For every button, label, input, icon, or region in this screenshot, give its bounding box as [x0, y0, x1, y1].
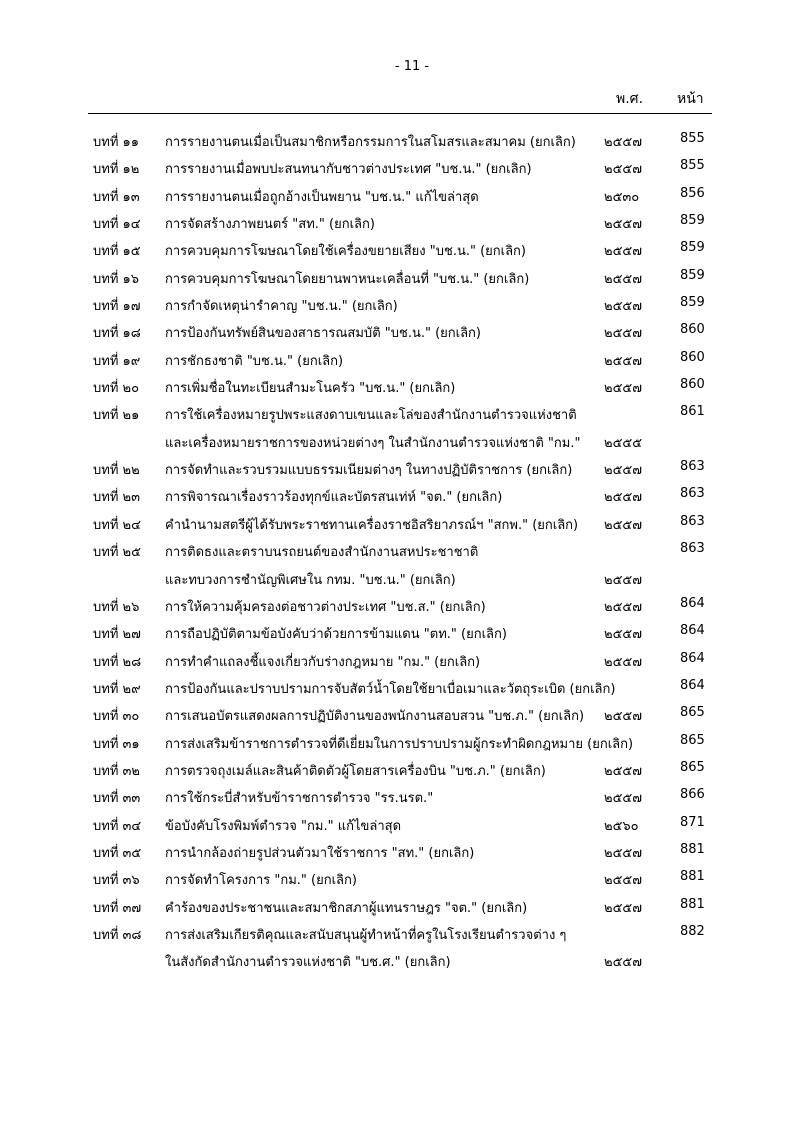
chapter-year: ๒๕๕๗ [604, 490, 643, 506]
chapter-page: 881 [680, 869, 705, 885]
chapter-year: ๒๕๓๐ [604, 189, 640, 205]
chapter-title: การนำกล้องถ่ายรูปส่วนตัวมาใช้ราชการ "สท." (ยกเลิก) [165, 845, 475, 861]
toc-entry [0, 182, 794, 209]
chapter-year: ๒๕๖๐ [604, 818, 639, 834]
chapter-label: บทที่ ๑๓ [93, 189, 140, 205]
toc-entry [0, 783, 794, 810]
toc-entry [0, 318, 794, 345]
toc-entry [0, 510, 794, 537]
chapter-title: ข้อบังคับโรงพิมพ์ตำรวจ "กม." แก้ไขล่าสุด [165, 818, 402, 834]
toc-entry [0, 373, 794, 400]
toc-entry [0, 428, 794, 455]
toc-entry [0, 811, 794, 838]
chapter-label: บทที่ ๒๙ [93, 681, 141, 697]
chapter-page: 865 [680, 705, 705, 721]
toc-entry [0, 127, 794, 154]
chapter-year: ๒๕๕๗ [604, 572, 643, 588]
chapter-page: 861 [680, 404, 705, 420]
chapter-label: บทที่ ๓๔ [93, 818, 142, 834]
chapter-year: ๒๕๕๗ [604, 873, 643, 889]
chapter-title: การป้องกันและปราบปรามการจับสัตว์น้ำโดยใช้ยาเบื่อเมาและวัตถุระเบิด (ยกเลิก) [165, 681, 616, 697]
chapter-page: 864 [680, 650, 705, 666]
chapter-label: บทที่ ๒๔ [93, 517, 141, 533]
chapter-label: บทที่ ๒๘ [93, 654, 142, 670]
toc-entry [0, 482, 794, 509]
chapter-page: 881 [680, 896, 705, 912]
chapter-page: 863 [680, 541, 705, 557]
chapter-label: บทที่ ๑๕ [93, 244, 141, 260]
chapter-label: บทที่ ๒๒ [93, 463, 140, 479]
chapter-page: 863 [680, 459, 705, 475]
year-column-header: พ.ศ. [616, 91, 644, 107]
chapter-year: ๒๕๕๗ [604, 791, 643, 807]
toc-entry [0, 619, 794, 646]
chapter-year: ๒๕๕๗ [604, 463, 643, 479]
chapter-page: 863 [680, 486, 705, 502]
chapter-label: บทที่ ๓๗ [93, 900, 142, 916]
chapter-page: 855 [680, 131, 705, 146]
chapter-page: 871 [680, 814, 705, 830]
page-column-header: หน้า [677, 91, 704, 107]
toc-entry [0, 236, 794, 263]
chapter-title: การควบคุมการโฆษณาโดยยานพาหนะเคลื่อนที่ "บช.น." (ยกเลิก) [165, 271, 530, 287]
chapter-page: 864 [680, 677, 705, 693]
chapter-page: 860 [680, 349, 705, 365]
chapter-title: การส่งเสริมข้าราชการตำรวจที่ดีเยี่ยมในการปราบปรามผู้กระทำผิดกฎหมาย (ยกเลิก) [165, 736, 634, 752]
chapter-label: บทที่ ๒๕ [93, 545, 141, 561]
chapter-label: บทที่ ๓๐ [93, 709, 140, 725]
chapter-title: การใช้กระบี่สำหรับข้าราชการตำรวจ "รร.นรต." [165, 791, 434, 807]
chapter-year: ๒๕๕๗ [604, 763, 643, 779]
chapter-label: บทที่ ๑๔ [93, 217, 141, 233]
chapter-page: 855 [680, 158, 705, 174]
chapter-year: ๒๕๕๗ [604, 845, 643, 861]
toc-entry [0, 346, 794, 373]
chapter-label: บทที่ ๓๖ [93, 873, 140, 889]
chapter-title: การป้องกันทรัพย์สินของสาธารณสมบัติ "บช.น." (ยกเลิก) [165, 326, 481, 342]
chapter-year: ๒๕๕๗ [604, 599, 643, 615]
chapter-title: การเพิ่มชื่อในทะเบียนสำมะโนครัว "บช.น." (ยกเลิก) [165, 381, 456, 397]
chapter-year: ๒๕๕๗ [604, 654, 643, 670]
toc-entry [0, 647, 794, 674]
chapter-year: ๒๕๕๗ [604, 353, 643, 369]
chapter-page: 881 [680, 841, 705, 857]
chapter-title: การตรวจถุงเมล์และสินค้าติดตัวผู้โดยสารเครื่องบิน "บช.ภ." (ยกเลิก) [165, 763, 546, 779]
chapter-title: การถือปฏิบัติตามข้อบังคับว่าด้วยการข้ามแดน "ตท." (ยกเลิก) [165, 627, 507, 643]
toc-entry [0, 400, 794, 427]
toc-entry [0, 209, 794, 236]
toc-entry [0, 455, 794, 482]
chapter-page: 859 [680, 267, 705, 283]
chapter-title: คำร้องของประชาชนและสมาชิกสภาผู้แทนราษฎร "จต." (ยกเลิก) [165, 900, 528, 916]
chapter-year: ๒๕๕๗ [604, 955, 643, 971]
chapter-title: คำนำนามสตรีผู้ได้รับพระราชทานเครื่องราชอิสริยาภรณ์ฯ "สกพ." (ยกเลิก) [165, 517, 579, 533]
toc-entry [0, 674, 794, 701]
chapter-page: 860 [680, 322, 705, 338]
toc-entry [0, 838, 794, 865]
chapter-label: บทที่ ๑๖ [93, 271, 140, 287]
chapter-title: การรายงานเมื่อพบปะสนทนากับชาวต่างประเทศ "บช.น." (ยกเลิก) [165, 162, 532, 178]
chapter-label: บทที่ ๑๒ [93, 162, 140, 178]
header-divider [88, 113, 712, 114]
chapter-title: การควบคุมการโฆษณาโดยใช้เครื่องขยายเสียง "บช.น." (ยกเลิก) [165, 244, 526, 260]
chapter-title: การชักธงชาติ "บช.น." (ยกเลิก) [165, 353, 344, 369]
page-number: - 11 - [394, 59, 430, 74]
chapter-year: ๒๕๕๗ [604, 135, 643, 150]
chapter-title: การรายงานตนเมื่อเป็นสมาชิกหรือกรรมการในสโมสรและสมาคม (ยกเลิก) [165, 135, 576, 150]
toc-entry [0, 592, 794, 619]
chapter-year: ๒๕๕๗ [604, 709, 643, 725]
toc-list [0, 127, 794, 975]
toc-entry [0, 756, 794, 783]
chapter-label: บทที่ ๒๓ [93, 490, 140, 506]
chapter-title: การส่งเสริมเกียรติคุณและสนับสนุนผู้ทำหน้าที่ครูในโรงเรียนตำรวจต่าง ๆ [165, 927, 567, 943]
chapter-year: ๒๕๕๗ [604, 627, 643, 643]
toc-entry [0, 701, 794, 728]
chapter-year: ๒๕๕๗ [604, 517, 643, 533]
chapter-page: 866 [680, 787, 705, 803]
chapter-page: 882 [680, 923, 705, 939]
chapter-year: ๒๕๕๗ [604, 299, 643, 315]
chapter-title: และเครื่องหมายราชการของหน่วยต่างๆ ในสำนักงานตำรวจแห่งชาติ "กม." [165, 435, 581, 451]
chapter-year: ๒๕๕๗ [604, 381, 643, 397]
chapter-title: การใช้เครื่องหมายรูปพระแสงดาบเขนและโล่ของสำนักงานตำรวจแห่งชาติ [165, 408, 577, 424]
toc-entry [0, 537, 794, 564]
chapter-year: ๒๕๕๗ [604, 326, 643, 342]
chapter-year: ๒๕๕๕ [604, 435, 643, 451]
chapter-label: บทที่ ๑๙ [93, 353, 141, 369]
toc-entry [0, 947, 794, 974]
chapter-title: การให้ความคุ้มครองต่อชาวต่างประเทศ "บช.ส." (ยกเลิก) [165, 599, 486, 615]
chapter-year: ๒๕๕๗ [604, 162, 643, 178]
chapter-page: 859 [680, 213, 705, 229]
toc-entry [0, 291, 794, 318]
chapter-title: การเสนอบัตรแสดงผลการปฏิบัติงานของพนักงานสอบสวน "บช.ภ." (ยกเลิก) [165, 709, 585, 725]
chapter-year: ๒๕๕๗ [604, 244, 643, 260]
chapter-title: การติดธงและตราบนรถยนต์ของสำนักงานสหประชาชาติ [165, 545, 479, 561]
chapter-label: บทที่ ๒๑ [93, 408, 140, 424]
chapter-title: การกำจัดเหตุน่ารำคาญ "บช.น." (ยกเลิก) [165, 299, 398, 315]
toc-entry [0, 154, 794, 181]
toc-entry [0, 729, 794, 756]
chapter-label: บทที่ ๓๕ [93, 845, 142, 861]
chapter-label: บทที่ ๒๖ [93, 599, 140, 615]
chapter-label: บทที่ ๓๓ [93, 791, 141, 807]
chapter-page: 856 [680, 185, 705, 201]
chapter-label: บทที่ ๓๑ [93, 736, 140, 752]
chapter-page: 859 [680, 240, 705, 256]
chapter-page: 864 [680, 623, 705, 639]
toc-entry [0, 565, 794, 592]
chapter-label: บทที่ ๒๗ [93, 627, 141, 643]
chapter-page: 863 [680, 513, 705, 529]
chapter-label: บทที่ ๓๒ [93, 763, 140, 779]
chapter-label: บทที่ ๒๐ [93, 381, 140, 397]
chapter-page: 864 [680, 595, 705, 611]
chapter-page: 860 [680, 377, 705, 393]
chapter-year: ๒๕๕๗ [604, 217, 643, 233]
chapter-title: การพิจารณาเรื่องราวร้องทุกข์และบัตรสนเท่ห์ "จต." (ยกเลิก) [165, 490, 503, 506]
chapter-title: และทบวงการชำนัญพิเศษใน กทม. "บช.น." (ยกเลิก) [165, 572, 456, 588]
chapter-title: การทำคำแถลงชี้แจงเกี่ยวกับร่างกฎหมาย "กม." (ยกเลิก) [165, 654, 481, 670]
chapter-year: ๒๕๕๗ [604, 900, 643, 916]
chapter-page: 859 [680, 295, 705, 311]
chapter-title: การจัดทำโครงการ "กม." (ยกเลิก) [165, 873, 357, 889]
chapter-year: ๒๕๕๗ [604, 271, 643, 287]
chapter-title: การจัดทำและรวบรวมแบบธรรมเนียมต่างๆ ในทางปฏิบัติราชการ (ยกเลิก) [165, 463, 573, 479]
chapter-label: บทที่ ๑๑ [93, 135, 140, 150]
chapter-label: บทที่ ๑๘ [93, 326, 141, 342]
toc-entry [0, 865, 794, 892]
chapter-title: การจัดสร้างภาพยนตร์ "สท." (ยกเลิก) [165, 217, 375, 233]
toc-entry [0, 920, 794, 947]
chapter-page: 865 [680, 759, 705, 775]
chapter-title: การรายงานตนเมื่อถูกอ้างเป็นพยาน "บช.น." แก้ไขล่าสุด [165, 189, 479, 205]
chapter-label: บทที่ ๑๗ [93, 299, 141, 315]
chapter-title: ในสังกัดสำนักงานตำรวจแห่งชาติ "บช.ศ." (ยกเลิก) [165, 955, 451, 971]
chapter-page: 865 [680, 732, 705, 748]
toc-entry [0, 893, 794, 920]
toc-entry [0, 264, 794, 291]
chapter-label: บทที่ ๓๘ [93, 927, 142, 943]
